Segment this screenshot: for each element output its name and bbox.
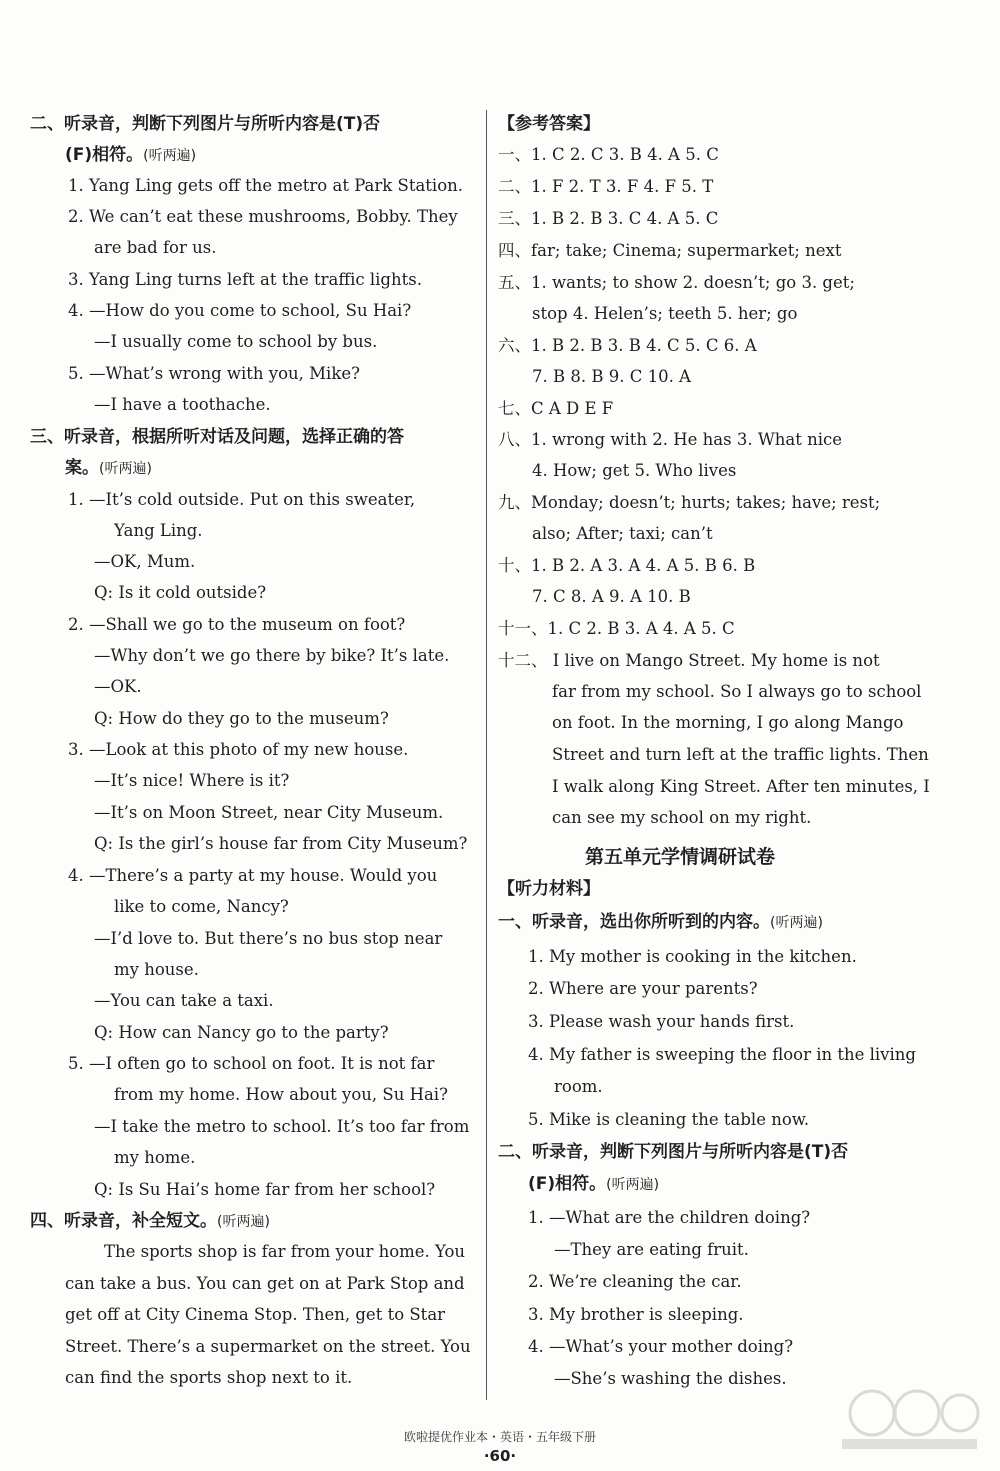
line-text: my house. xyxy=(114,960,199,979)
left-line xyxy=(94,675,142,699)
left-line xyxy=(94,330,377,354)
left-line xyxy=(68,1052,434,1076)
line-text: —OK. xyxy=(94,677,142,696)
line-text: Q: How do they go to the museum? xyxy=(94,709,389,728)
left-line xyxy=(30,425,404,449)
right-line xyxy=(498,271,855,295)
line-text: like to come, Nancy? xyxy=(114,897,289,916)
right-line xyxy=(498,112,600,136)
line-text: The sports shop is far from your home. You xyxy=(104,1242,466,1261)
left-line xyxy=(94,769,289,793)
left-line xyxy=(94,236,216,260)
left-line xyxy=(68,268,422,292)
left-line xyxy=(94,927,442,951)
left-line xyxy=(94,581,266,605)
left-line xyxy=(94,550,195,574)
line-text: 二、听录音，判断下列图片与所听内容是(T)否 xyxy=(498,1142,849,1162)
left-line xyxy=(114,519,203,543)
right-line xyxy=(552,743,929,767)
left-line xyxy=(94,644,449,668)
line-text: also; After; taxi; can’t xyxy=(532,524,713,543)
line-text: 七、C A D E F xyxy=(498,399,614,418)
right-line xyxy=(528,945,857,969)
line-text: Street. There’s a supermarket on the street. You xyxy=(65,1337,471,1356)
listen-twice-note: (听两遍) xyxy=(99,461,152,477)
left-line xyxy=(65,1335,471,1359)
line-text: 4. How; get 5. Who lives xyxy=(532,461,737,480)
line-text: are bad for us. xyxy=(94,238,217,257)
left-line xyxy=(68,613,405,637)
right-line xyxy=(528,1108,809,1132)
line-text: 7. B 8. B 9. C 10. A xyxy=(532,367,691,386)
line-text: 2. Where are your parents? xyxy=(528,979,758,998)
line-text: room. xyxy=(554,1077,603,1096)
left-line xyxy=(68,205,458,229)
line-text: 九、Monday; doesn’t; hurts; takes; have; rest; xyxy=(498,493,881,512)
right-line xyxy=(528,1010,794,1034)
line-text: stop 4. Helen’s; teeth 5. her; go xyxy=(532,304,798,323)
line-text: can see my school on my right. xyxy=(552,808,812,827)
line-text: 【听力材料】 xyxy=(498,879,600,899)
line-text: on foot. In the morning, I go along Mango xyxy=(552,713,904,732)
left-line xyxy=(65,1366,352,1390)
line-text: 八、1. wrong with 2. He has 3. What nice xyxy=(498,430,843,449)
listen-twice-note: (听两遍) xyxy=(770,915,823,931)
left-line xyxy=(104,1240,465,1264)
right-line xyxy=(532,459,736,483)
left-line xyxy=(65,1272,465,1296)
right-line xyxy=(498,334,757,358)
line-text: —It’s nice! Where is it? xyxy=(94,771,290,790)
right-line xyxy=(554,1075,603,1099)
left-line xyxy=(94,989,274,1013)
right-line xyxy=(528,1270,742,1294)
line-text: —OK, Mum. xyxy=(94,552,196,571)
right-line xyxy=(498,649,880,673)
right-line xyxy=(532,302,797,326)
line-text: 1. —What are the children doing? xyxy=(528,1208,811,1227)
line-text: 2. We can’t eat these mushrooms, Bobby. They xyxy=(68,207,458,226)
right-line xyxy=(532,365,691,389)
line-text: 一、听录音，选出你所听到的内容。 xyxy=(498,912,770,932)
line-text: 1. —It’s cold outside. Put on this sweater, xyxy=(68,490,416,509)
line-text: I walk along King Street. After ten minutes, I xyxy=(552,777,930,796)
line-text: 4. —How do you come to school, Su Hai? xyxy=(68,301,412,320)
line-text: my home. xyxy=(114,1148,196,1167)
right-line xyxy=(528,1206,810,1230)
right-line xyxy=(498,910,823,935)
left-line xyxy=(114,1146,195,1170)
left-line xyxy=(114,1083,448,1107)
line-text: 五、1. wants; to show 2. doesn’t; go 3. get; xyxy=(498,273,855,292)
page-number: ·60· xyxy=(483,1447,517,1465)
line-text: 2. We’re cleaning the car. xyxy=(528,1272,742,1291)
book-title: 欧啦提优作业本・英语・五年级下册 xyxy=(403,1430,596,1444)
right-line xyxy=(498,1140,848,1164)
line-text: from my home. How about you, Su Hai? xyxy=(114,1085,448,1104)
right-line xyxy=(498,617,735,641)
right-line xyxy=(552,711,903,735)
line-text: can find the sports shop next to it. xyxy=(65,1368,353,1387)
right-line xyxy=(552,775,930,799)
left-line xyxy=(68,738,408,762)
left-line xyxy=(30,112,380,136)
left-line xyxy=(94,393,271,417)
line-text: —Why don’t we go there by bike? It’s late. xyxy=(94,646,450,665)
line-text: 1. Yang Ling gets off the metro at Park Station. xyxy=(68,176,464,195)
line-text: 3. —Look at this photo of my new house. xyxy=(68,740,409,759)
line-text: 4. My father is sweeping the floor in the living xyxy=(528,1045,916,1064)
line-text: 四、听录音，补全短文。 xyxy=(30,1211,217,1231)
right-line xyxy=(498,877,600,901)
line-text: 四、far; take; Cinema; supermarket; next xyxy=(498,241,842,260)
line-text: 【参考答案】 xyxy=(498,114,600,134)
right-line xyxy=(498,175,713,199)
right-line xyxy=(498,491,880,515)
line-text: Q: Is the girl’s house far from City Museum? xyxy=(94,834,468,853)
left-line xyxy=(94,832,467,856)
line-text: 4. —There’s a party at my house. Would you xyxy=(68,866,438,885)
right-line xyxy=(528,1335,793,1359)
line-text: Q: Is it cold outside? xyxy=(94,583,267,602)
line-text: can take a bus. You can get on at Park Stop and xyxy=(65,1274,465,1293)
listen-twice-note: (听两遍) xyxy=(217,1214,270,1230)
right-line xyxy=(552,806,811,830)
line-text: 3. Yang Ling turns left at the traffic lights. xyxy=(68,270,422,289)
line-text: 4. —What’s your mother doing? xyxy=(528,1337,794,1356)
line-text: 案。 xyxy=(65,458,99,478)
watermark-logo xyxy=(832,1383,982,1453)
left-line xyxy=(68,174,463,198)
right-line xyxy=(528,1172,659,1197)
right-line xyxy=(498,397,613,421)
left-line xyxy=(114,895,289,919)
line-text: —I have a toothache. xyxy=(94,395,271,414)
right-line xyxy=(498,554,755,578)
right-line xyxy=(528,1043,916,1067)
right-line xyxy=(554,1238,749,1262)
left-line xyxy=(65,1303,445,1327)
left-line xyxy=(68,362,360,386)
left-line xyxy=(94,801,443,825)
line-text: far from my school. So I always go to school xyxy=(552,682,922,701)
line-text: —I usually come to school by bus. xyxy=(94,332,378,351)
line-text: 5. Mike is cleaning the table now. xyxy=(528,1110,810,1129)
listen-twice-note: (听两遍) xyxy=(143,148,197,164)
right-line xyxy=(528,977,758,1001)
line-text: 5. —I often go to school on foot. It is not far xyxy=(68,1054,435,1073)
left-line xyxy=(30,1209,270,1234)
left-line xyxy=(94,1178,435,1202)
line-text: 十二、 I live on Mango Street. My home is not xyxy=(498,651,880,670)
line-text: 3. Please wash your hands first. xyxy=(528,1012,795,1031)
line-text: 十、1. B 2. A 3. A 4. A 5. B 6. B xyxy=(498,556,756,575)
line-text: Street and turn left at the traffic lights. Then xyxy=(552,745,929,764)
column-divider xyxy=(486,110,487,1400)
right-line xyxy=(554,1367,787,1391)
line-text: 六、1. B 2. B 3. B 4. C 5. C 6. A xyxy=(498,336,757,355)
right-line xyxy=(498,428,842,452)
right-line xyxy=(498,207,718,231)
right-line xyxy=(552,680,921,704)
listen-twice-note: (听两遍) xyxy=(606,1177,660,1193)
right-line xyxy=(498,239,841,263)
line-text: 三、听录音，根据所听对话及问题，选择正确的答 xyxy=(30,427,404,447)
line-text: (F)相符。 xyxy=(528,1174,607,1194)
line-text: (F)相符。 xyxy=(65,145,144,165)
line-text: —She’s washing the dishes. xyxy=(554,1369,787,1388)
left-line xyxy=(65,143,196,168)
line-text: 二、1. F 2. T 3. F 4. F 5. T xyxy=(498,177,714,196)
left-line xyxy=(65,456,152,481)
line-text: 二、听录音，判断下列图片与所听内容是(T)否 xyxy=(30,114,381,134)
line-text: 一、1. C 2. C 3. B 4. A 5. C xyxy=(498,145,719,164)
line-text: 2. —Shall we go to the museum on foot? xyxy=(68,615,406,634)
left-line xyxy=(68,488,415,512)
line-text: 3. My brother is sleeping. xyxy=(528,1305,744,1324)
line-text: Yang Ling. xyxy=(114,521,203,540)
left-line xyxy=(68,299,411,323)
line-text: —I take the metro to school. It’s too far from xyxy=(94,1117,470,1136)
left-line xyxy=(114,958,199,982)
right-line xyxy=(532,585,691,609)
line-text: Q: How can Nancy go to the party? xyxy=(94,1023,389,1042)
right-line xyxy=(528,1303,744,1327)
line-text: 1. My mother is cooking in the kitchen. xyxy=(528,947,857,966)
right-line xyxy=(532,522,713,546)
line-text: 三、1. B 2. B 3. C 4. A 5. C xyxy=(498,209,719,228)
line-text: get off at City Cinema Stop. Then, get to Star xyxy=(65,1305,446,1324)
line-text: —You can take a taxi. xyxy=(94,991,274,1010)
left-line xyxy=(94,1115,469,1139)
line-text: 十一、1. C 2. B 3. A 4. A 5. C xyxy=(498,619,735,638)
line-text: —It’s on Moon Street, near City Museum. xyxy=(94,803,444,822)
left-line xyxy=(68,864,437,888)
left-line xyxy=(94,707,389,731)
section-title: 第五单元学情调研试卷 xyxy=(585,846,776,868)
line-text: —I’d love to. But there’s no bus stop near xyxy=(94,929,443,948)
line-text: 7. C 8. A 9. A 10. B xyxy=(532,587,691,606)
line-text: —They are eating fruit. xyxy=(554,1240,749,1259)
line-text: 5. —What’s wrong with you, Mike? xyxy=(68,364,360,383)
left-line xyxy=(94,1021,389,1045)
right-line xyxy=(498,143,719,167)
line-text: Q: Is Su Hai’s home far from her school? xyxy=(94,1180,436,1199)
